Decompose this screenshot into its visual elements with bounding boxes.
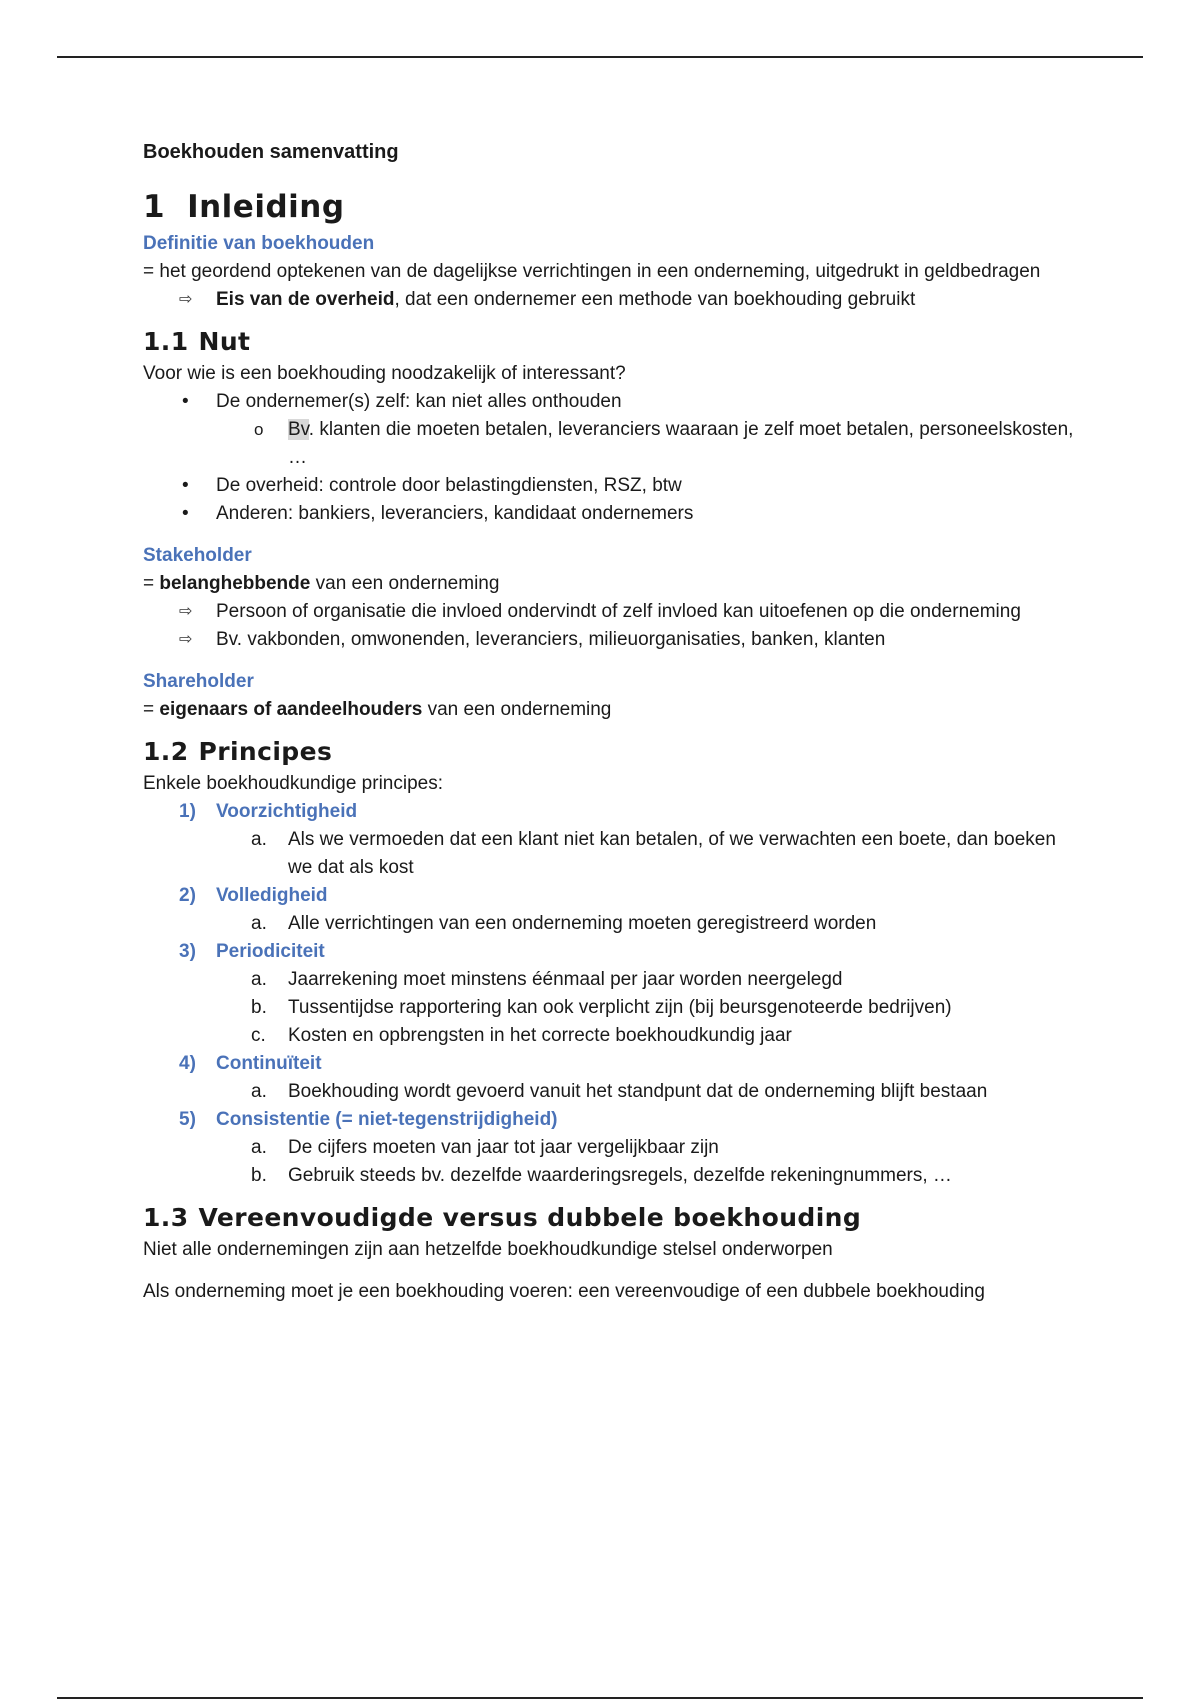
list-item-text: De ondernemer(s) zelf: kan niet alles onthouden [216, 391, 622, 412]
sub-item-marker: a. [251, 913, 267, 934]
principle-sub-item [143, 994, 1083, 1022]
principle-label: Periodiciteit [216, 941, 325, 962]
stakeholder-bold: belanghebbende [159, 573, 311, 594]
document-page [143, 140, 1083, 1306]
nut-intro: Voor wie is een boekhouding noodzakelijk of interessant? [143, 363, 626, 384]
stakeholder-heading: Stakeholder [143, 545, 252, 566]
principle-sub-item [143, 910, 1083, 938]
arrow-icon: ⇨ [179, 603, 193, 620]
principle-item [143, 938, 1083, 966]
arrow-icon: ⇨ [179, 291, 193, 308]
stakeholder-arrow-text: Bv. vakbonden, omwonenden, leveranciers, milieuorganisaties, banken, klanten [216, 629, 886, 650]
sub-item-marker: b. [251, 1165, 267, 1186]
highlighted-text: Bv [288, 419, 309, 440]
sub-item-text: Kosten en opbrengsten in het correcte boekhoudkundig jaar [288, 1025, 792, 1046]
list-item [143, 500, 1083, 528]
shareholder-bold: eigenaars of aandeelhouders [159, 699, 423, 720]
definition-text: = het geordend optekenen van de dagelijkse verrichtingen in een onderneming, uitgedrukt in geldbedragen [143, 261, 1041, 282]
principle-sub-item [143, 1022, 1083, 1050]
principes-intro: Enkele boekhoudkundige principes: [143, 773, 443, 794]
chapter-number: 1 [143, 189, 166, 225]
principle-item [143, 1106, 1083, 1134]
list-item-text: Anderen: bankiers, leveranciers, kandidaat ondernemers [216, 503, 694, 524]
sub-item-marker: a. [251, 829, 267, 850]
principle-label: Voorzichtigheid [216, 801, 358, 822]
definition-heading: Definitie van boekhouden [143, 233, 375, 254]
section-number: 1.1 [143, 327, 189, 356]
principle-item [143, 798, 1083, 826]
stakeholder-prefix: = [143, 573, 160, 594]
definition-arrow-bold: Eis van de overheid [216, 289, 395, 310]
sub-item-marker: c. [251, 1025, 266, 1046]
shareholder-heading: Shareholder [143, 671, 254, 692]
stakeholder-arrow-text: Persoon of organisatie die invloed ondervindt of zelf invloed kan uitoefenen op die onderneming [216, 601, 1021, 622]
shareholder-prefix: = [143, 699, 160, 720]
vereenvoudigd-paragraph: Niet alle ondernemingen zijn aan hetzelfde boekhoudkundige stelsel onderworpen [143, 1239, 833, 1260]
stakeholder-arrow-item [143, 598, 1083, 626]
principle-label: Consistentie (= niet-tegenstrijdigheid) [216, 1109, 558, 1130]
principle-sub-item [143, 1134, 1083, 1162]
sub-list-item [143, 416, 1083, 472]
principle-sub-item [143, 1162, 1083, 1190]
sub-item-marker: a. [251, 969, 267, 990]
section-number: 1.3 [143, 1203, 189, 1232]
sub-item-text: De cijfers moeten van jaar tot jaar vergelijkbaar zijn [288, 1137, 719, 1158]
sub-item-text: Tussentijdse rapportering kan ook verplicht zijn (bij beursgenoteerde bedrijven) [288, 997, 952, 1018]
arrow-icon: ⇨ [179, 631, 193, 648]
shareholder-definition [143, 696, 1083, 724]
sub-item-text: Alle verrichtingen van een onderneming moeten geregistreerd worden [288, 913, 877, 934]
sub-item-text: Jaarrekening moet minstens éénmaal per jaar worden neergelegd [288, 969, 843, 990]
sub-item-text: Als we vermoeden dat een klant niet kan betalen, of we verwachten een boete, dan boeken we dat als kost [288, 829, 1056, 878]
principle-item [143, 882, 1083, 910]
sub-item-text: Gebruik steeds bv. dezelfde waarderingsregels, dezelfde rekeningnummers, … [288, 1165, 952, 1186]
list-item [143, 472, 1083, 500]
principle-sub-item [143, 1078, 1083, 1106]
sub-item-marker: a. [251, 1137, 267, 1158]
definition-arrow-item [143, 286, 1083, 314]
header-rule [57, 56, 1143, 58]
principle-item [143, 1050, 1083, 1078]
section-number: 1.2 [143, 737, 189, 766]
principle-marker: 4) [179, 1053, 196, 1074]
section-heading-vereenvoudigd [143, 1202, 1083, 1234]
section-heading-principes [143, 736, 1083, 768]
principle-sub-item [143, 966, 1083, 994]
sub-list-item-text: . klanten die moeten betalen, leveranciers waaraan je zelf moet betalen, personeelskosten, … [288, 419, 1074, 468]
principle-label: Continuïteit [216, 1053, 322, 1074]
shareholder-rest: van een onderneming [422, 699, 612, 720]
vereenvoudigd-paragraph: Als onderneming moet je een boekhouding voeren: een vereenvoudige of een dubbele boekhouding [143, 1281, 985, 1302]
footer-rule [57, 1697, 1143, 1699]
stakeholder-definition [143, 570, 1083, 598]
stakeholder-arrow-item [143, 626, 1083, 654]
section-title: Principes [198, 737, 333, 766]
bullet-icon: • [182, 475, 189, 496]
principle-marker: 2) [179, 885, 196, 906]
sub-item-marker: a. [251, 1081, 267, 1102]
definition-arrow-rest: , dat een ondernemer een methode van boekhouding gebruikt [394, 289, 916, 310]
principle-sub-item [143, 826, 1083, 882]
principle-marker: 5) [179, 1109, 196, 1130]
sub-item-text: Boekhouding wordt gevoerd vanuit het standpunt dat de onderneming blijft bestaan [288, 1081, 988, 1102]
document-title: Boekhouden samenvatting [143, 141, 399, 163]
principle-marker: 3) [179, 941, 196, 962]
section-heading-nut [143, 326, 1083, 358]
list-item [143, 388, 1083, 416]
bullet-icon: • [182, 391, 189, 412]
circle-bullet-icon: o [254, 420, 264, 439]
stakeholder-rest: van een onderneming [310, 573, 500, 594]
section-title: Vereenvoudigde versus dubbele boekhouding [198, 1203, 862, 1232]
bullet-icon: • [182, 503, 189, 524]
sub-item-marker: b. [251, 997, 267, 1018]
principle-label: Volledigheid [216, 885, 328, 906]
principle-marker: 1) [179, 801, 196, 822]
section-title: Nut [198, 327, 251, 356]
chapter-title: Inleiding [187, 189, 345, 225]
chapter-heading [143, 188, 1083, 226]
list-item-text: De overheid: controle door belastingdiensten, RSZ, btw [216, 475, 682, 496]
